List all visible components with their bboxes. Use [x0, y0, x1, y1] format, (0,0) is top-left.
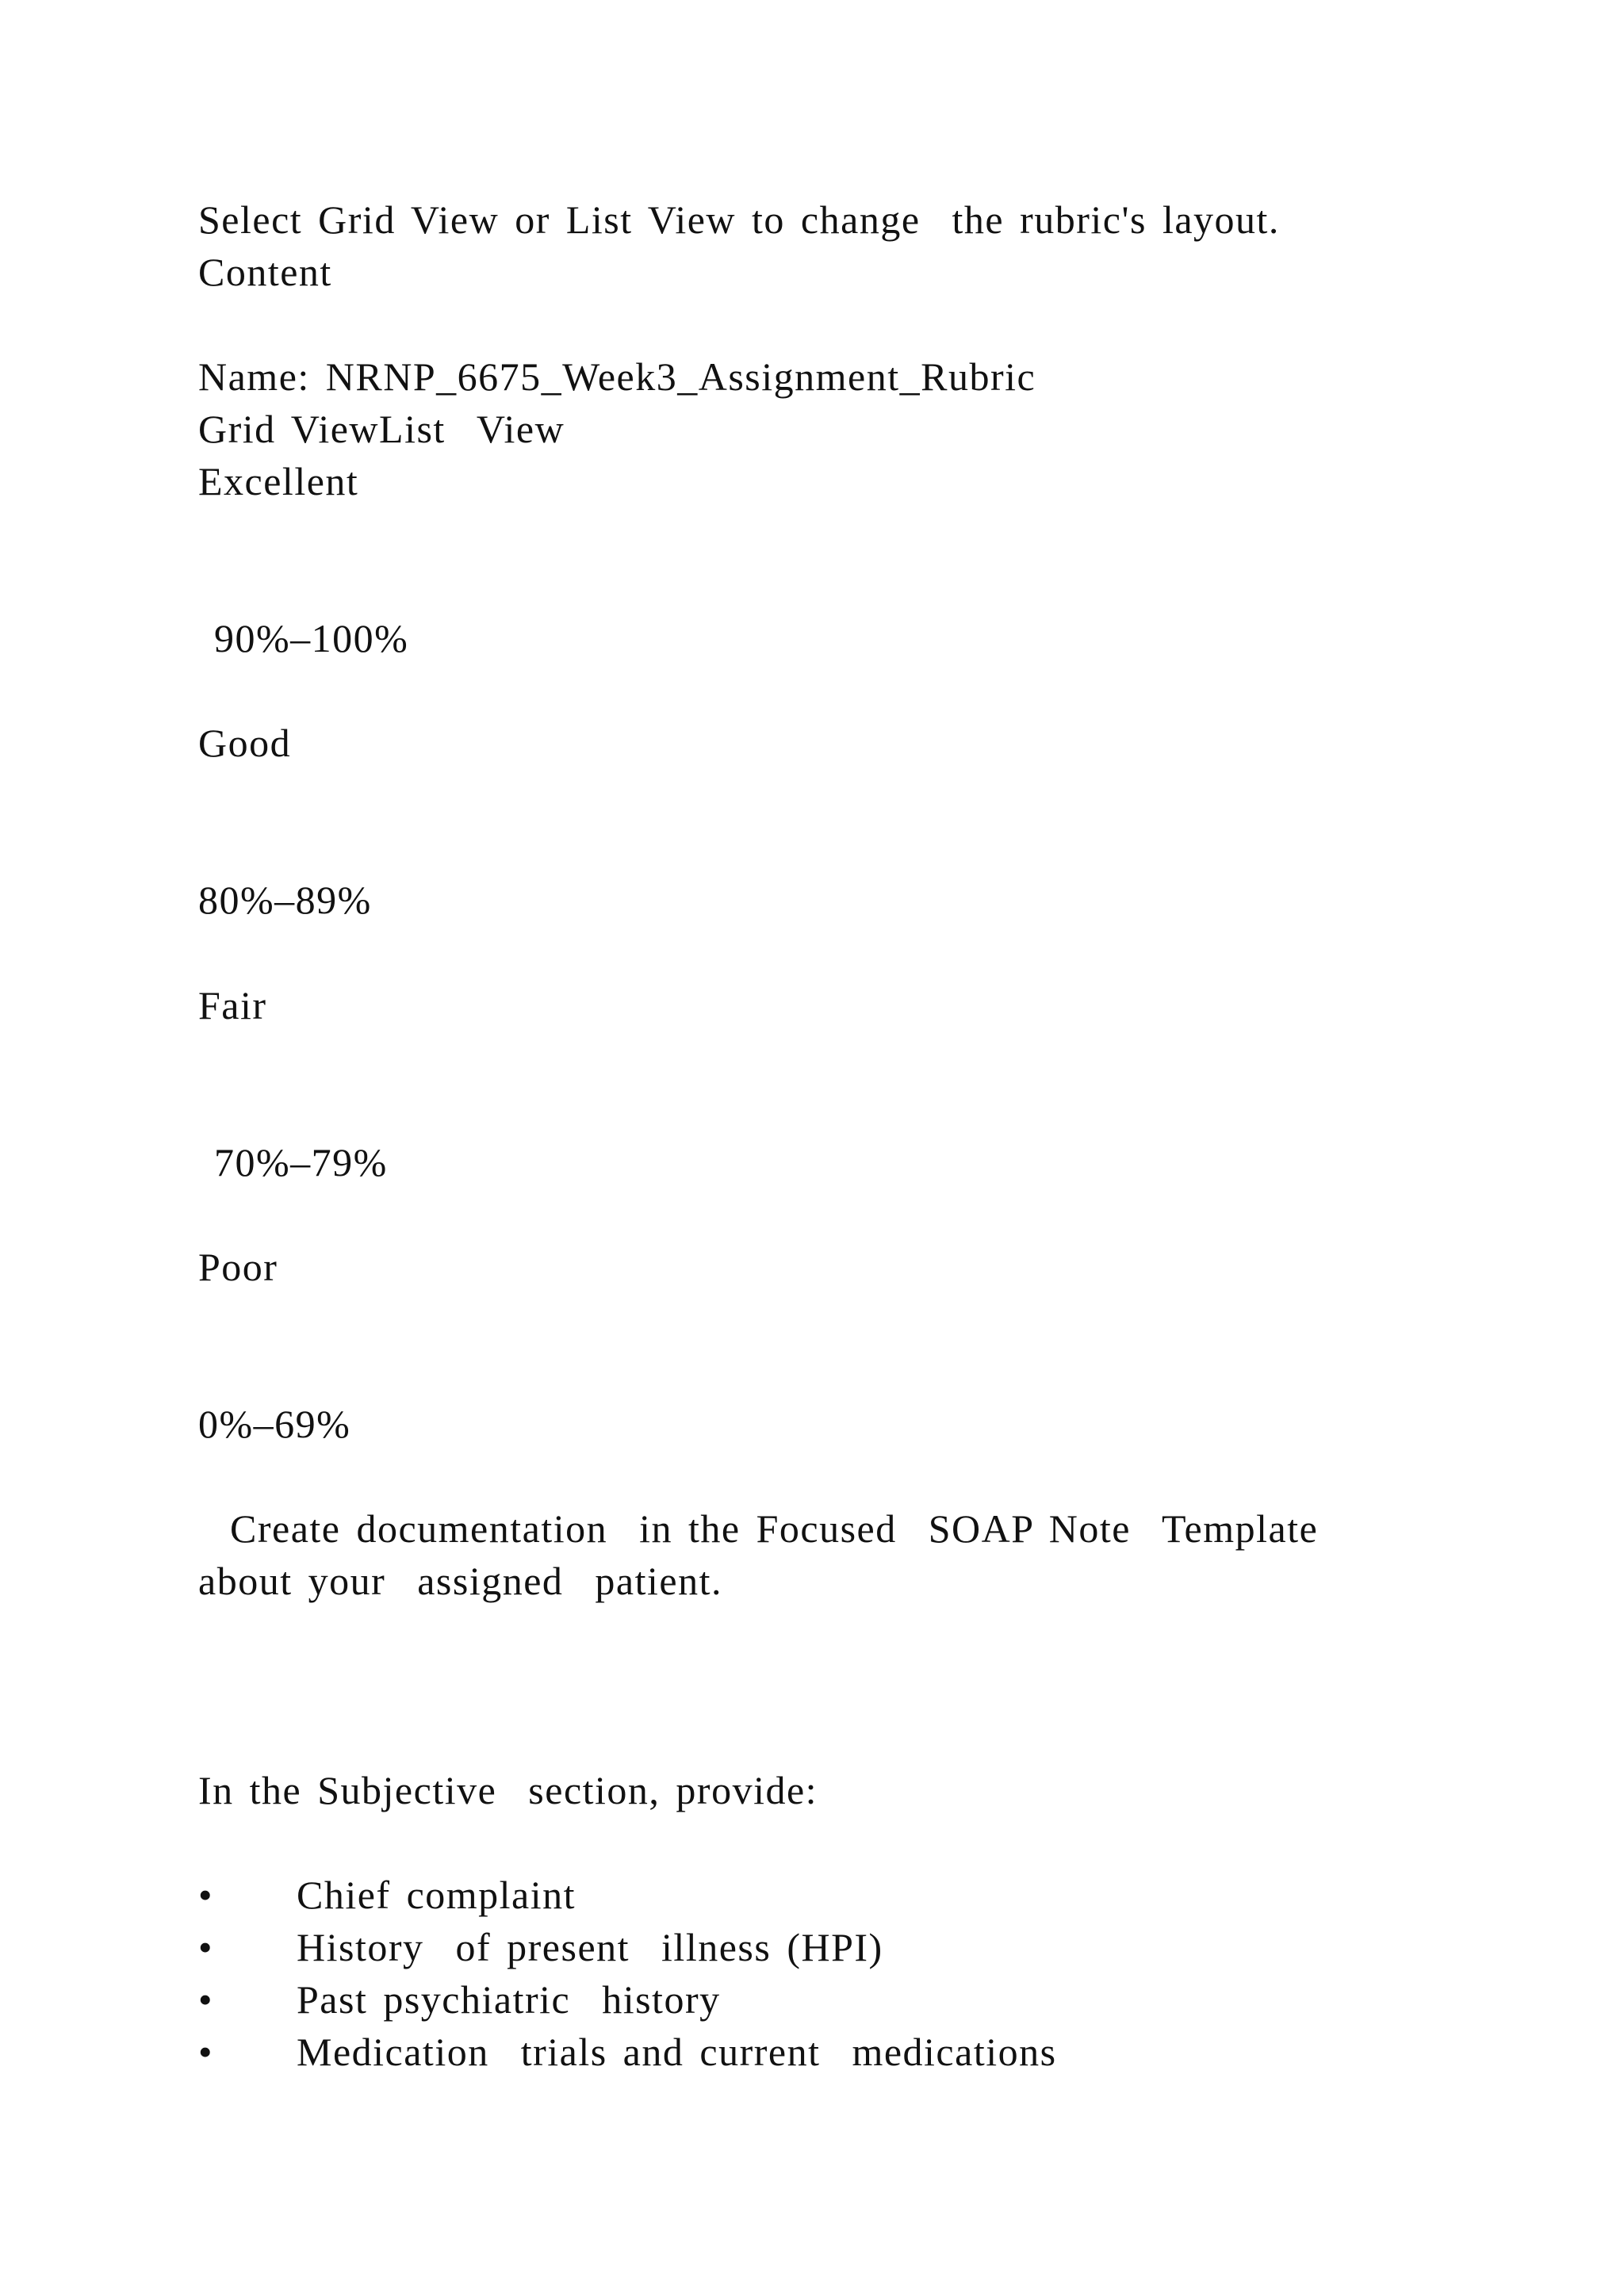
level-range-good: 80%–89% — [198, 878, 372, 922]
level-label-good: Good — [198, 721, 292, 765]
list-item-text: Medication trials and current medications — [297, 2030, 1057, 2074]
level-range-excellent: 90%–100% — [198, 616, 409, 660]
rubric-name: Name: NRNP_6675_Week3_Assignment_Rubric — [198, 354, 1036, 399]
list-item-text: History of present illness (HPI) — [297, 1925, 883, 1969]
bullet-icon: • — [198, 1977, 214, 2022]
level-range-fair: 70%–79% — [198, 1140, 388, 1184]
criterion-line-1: Create documentation in the Focused SOAP Note Template — [198, 1506, 1319, 1551]
bullet-icon: • — [198, 1873, 214, 1917]
view-toggle-text: Grid ViewList View — [198, 407, 565, 451]
intro-line: Select Grid View or List View to change the rubric's layout. — [198, 197, 1280, 242]
list-item-text: Chief complaint — [297, 1873, 576, 1917]
content-label: Content — [198, 250, 332, 294]
level-range-poor: 0%–69% — [198, 1402, 351, 1446]
bullet-icon: • — [198, 1925, 214, 1969]
level-label-poor: Poor — [198, 1245, 278, 1289]
list-item-text: Past psychiatric history — [297, 1977, 721, 2022]
criterion-line-2: about your assigned patient. — [198, 1559, 722, 1603]
list-item — [198, 2026, 1057, 2235]
bullet-icon: • — [198, 2030, 214, 2074]
level-label-excellent: Excellent — [198, 459, 359, 503]
level-label-fair: Fair — [198, 983, 267, 1027]
subjective-heading: In the Subjective section, provide: — [198, 1768, 818, 1812]
